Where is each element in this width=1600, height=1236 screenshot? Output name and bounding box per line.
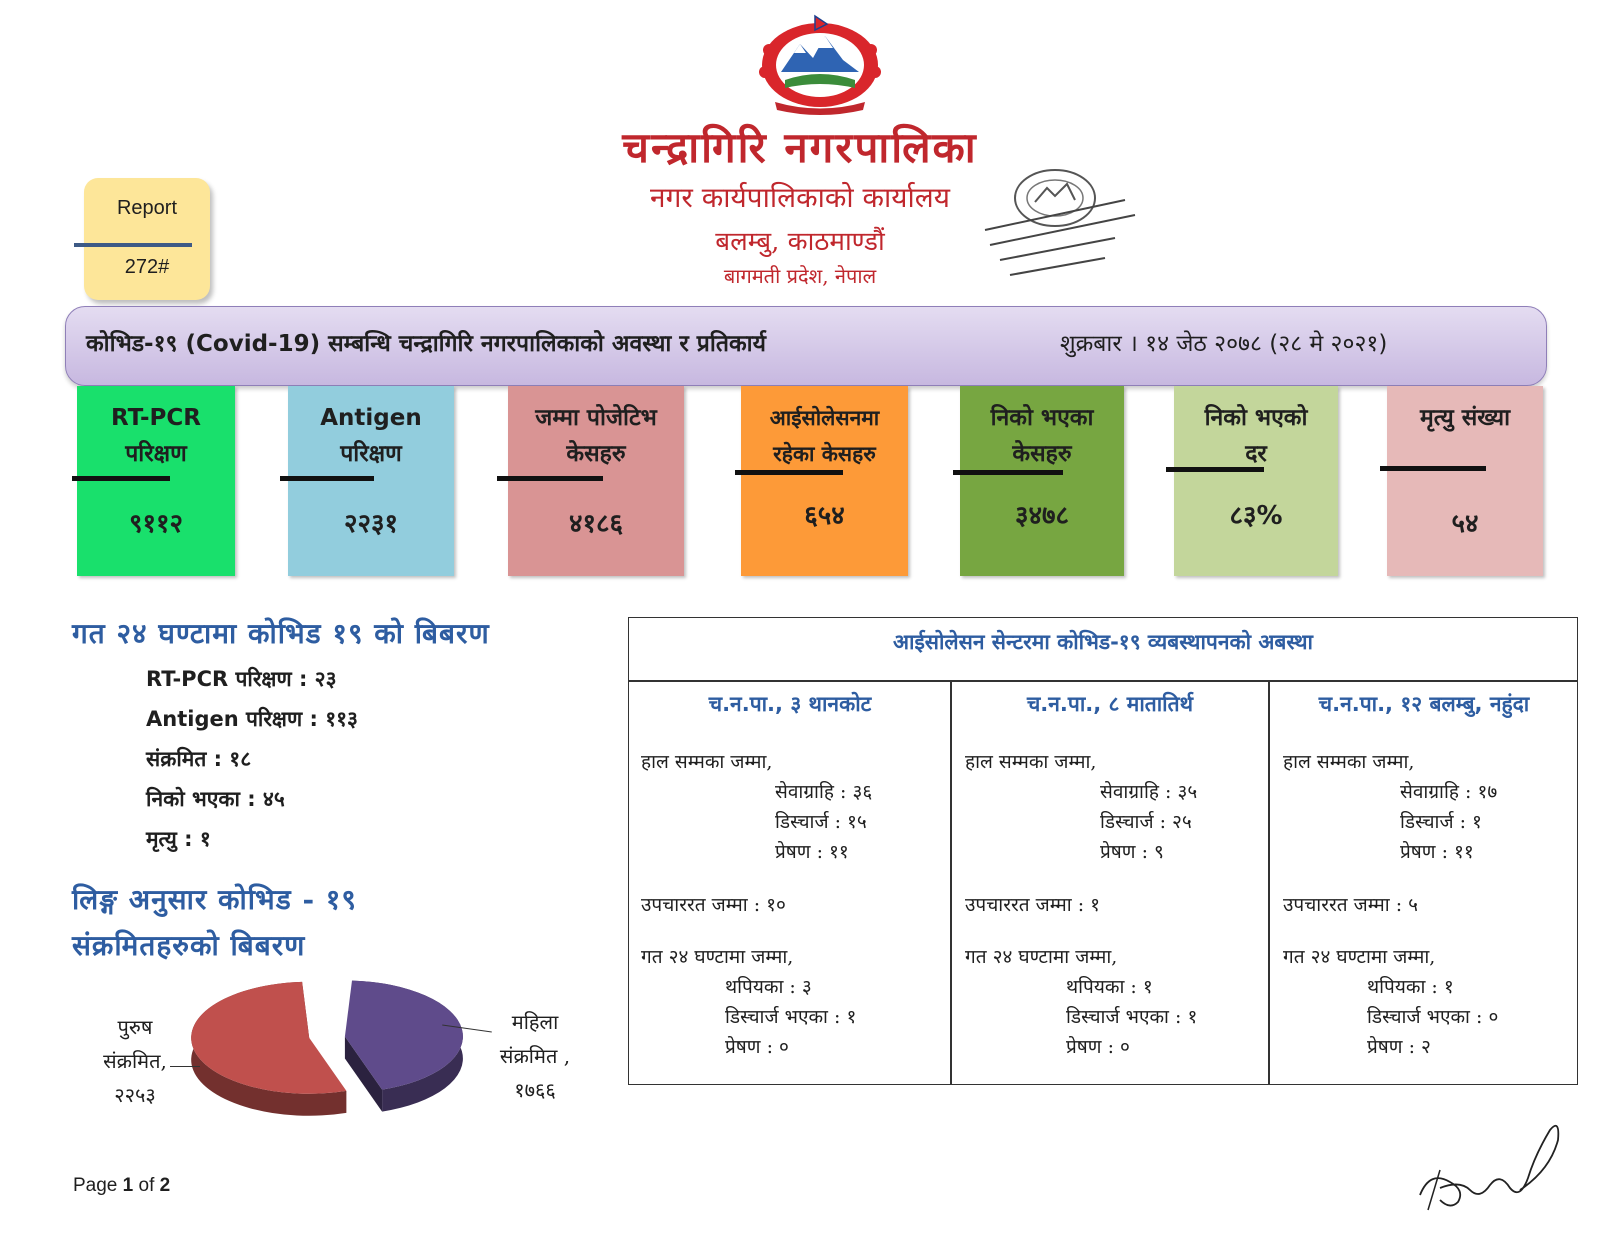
gender-pie-chart [180, 975, 470, 1135]
column-title: च.न.पा., ३ थानकोट [708, 692, 872, 716]
served-count: सेवाग्राहि : ३६ [775, 781, 873, 803]
card-antigen [288, 386, 454, 576]
referred-count: प्रेषण : ९ [1100, 841, 1164, 863]
last24-rtpcr: RT-PCR परिक्षण : २३ [146, 667, 337, 691]
card-label: जम्मा पोजेटिभ केसहरु [535, 405, 657, 467]
card-divider [1380, 466, 1486, 471]
card-rtpcr [77, 386, 235, 576]
card-value: ९११२ [128, 509, 184, 539]
added-count: थपियका : १ [1066, 976, 1153, 998]
banner-date: शुक्रबार । १४ जेठ २०७८ (२८ मे २०२१) [1060, 331, 1388, 357]
referred24-count: प्रेषण : ० [1066, 1036, 1130, 1058]
card-positive [508, 386, 684, 576]
card-value: ८३% [1229, 501, 1283, 531]
card-divider [497, 476, 603, 481]
report-label: Report [116, 197, 178, 219]
card-recovery-rate [1174, 386, 1338, 576]
isolation-title: आईसोलेसन सेन्टरमा कोभिड-१९ व्यबस्थापनको अबस्था [892, 630, 1313, 654]
card-label: निको भएका केसहरु [990, 405, 1094, 467]
in-treatment-count: उपचाररत जम्मा : ५ [1283, 894, 1419, 916]
page-prefix: Page [73, 1175, 123, 1196]
added-count: थपियका : १ [1367, 976, 1454, 998]
discharged24-count: डिस्चार्ज भएका : ० [1367, 1006, 1499, 1028]
banner-title: कोभिड-१९ (Covid-19) सम्बन्धि चन्द्रागिरि नगरपालिकाको अवस्था र प्रतिकार्य [86, 331, 766, 357]
card-value: २२३१ [343, 509, 399, 539]
card-label: आईसोलेसनमा रहेका केसहरु [769, 406, 880, 466]
gender-title-line2: संक्रमितहरुको बिबरण [72, 929, 306, 962]
added-count: थपियका : ३ [725, 976, 812, 998]
referred24-count: प्रेषण : ० [725, 1036, 789, 1058]
card-recovered [960, 386, 1124, 576]
last24-deaths: मृत्यु : १ [146, 827, 211, 851]
org-name: चन्द्रागिरि नगरपालिका [622, 123, 978, 172]
column-title: च.न.पा., १२ बलम्बु, नहुंदा [1318, 692, 1530, 716]
card-value: ३४७८ [1014, 501, 1070, 531]
card-label: Antigen परिक्षण [320, 405, 422, 467]
province: बागमती प्रदेश, नेपाल [723, 264, 877, 288]
female-label-line1: महिला [511, 1010, 559, 1034]
last24-antigen: Antigen परिक्षण : ११३ [146, 707, 358, 731]
card-label: मृत्यु संख्या [1419, 405, 1511, 431]
male-label-line1: पुरुष [117, 1015, 153, 1039]
discharged-count: डिस्चार्ज : १५ [775, 811, 867, 833]
total-heading: हाल सम्मका जम्मा, [641, 751, 773, 773]
referred24-count: प्रेषण : २ [1367, 1036, 1431, 1058]
discharged-count: डिस्चार्ज : २५ [1100, 811, 1192, 833]
last24-heading: गत २४ घण्टामा जम्मा, [641, 946, 794, 968]
served-count: सेवाग्राहि : ३५ [1100, 781, 1198, 803]
office-name: नगर कार्यपालिकाको कार्यालय [650, 181, 950, 214]
pie-label-male [80, 1010, 190, 1112]
referred-count: प्रेषण : ११ [1400, 841, 1474, 863]
referred-count: प्रेषण : ११ [775, 841, 849, 863]
table-divider [628, 680, 1578, 682]
card-value: ६५४ [804, 501, 845, 531]
total-heading: हाल सम्मका जम्मा, [965, 751, 1097, 773]
card-value: ५४ [1451, 509, 1479, 539]
page-of: of [133, 1175, 160, 1196]
pie-label-female [470, 1005, 600, 1107]
served-count: सेवाग्राहि : १७ [1400, 781, 1498, 803]
nepal-emblem-icon [745, 10, 895, 115]
male-leader-line [170, 1066, 200, 1067]
signature-icon [1410, 1110, 1570, 1220]
male-label-line2: संक्रमित, [103, 1049, 167, 1073]
report-divider [74, 243, 192, 247]
last24-infected: संक्रमित : १८ [146, 747, 252, 771]
card-label: निको भएको दर [1204, 405, 1308, 467]
discharged24-count: डिस्चार्ज भएका : १ [1066, 1006, 1198, 1028]
page-current: 1 [122, 1175, 134, 1196]
card-divider [735, 470, 843, 475]
discharged24-count: डिस्चार्ज भएका : १ [725, 1006, 857, 1028]
office-stamp-icon [975, 160, 1155, 285]
card-deaths [1387, 386, 1543, 576]
last24-heading: गत २४ घण्टामा जम्मा, [1283, 946, 1436, 968]
card-divider [72, 476, 170, 481]
card-divider [280, 476, 374, 481]
card-divider [953, 470, 1063, 475]
female-label-line2: संक्रमित , [499, 1044, 571, 1068]
page-number [73, 1175, 170, 1197]
card-divider [1166, 467, 1264, 472]
table-divider [950, 680, 952, 1085]
card-isolation [741, 386, 908, 576]
last24-recovered: निको भएका : ४५ [146, 787, 285, 811]
in-treatment-count: उपचाररत जम्मा : १० [641, 894, 786, 916]
discharged-count: डिस्चार्ज : १ [1400, 811, 1482, 833]
female-value: १७६६ [514, 1078, 556, 1102]
column-title: च.न.पा., ८ मातातिर्थ [1026, 692, 1194, 716]
gender-title [72, 877, 357, 969]
card-label: RT-PCR परिक्षण [111, 405, 201, 467]
total-heading: हाल सम्मका जम्मा, [1283, 751, 1415, 773]
last24-heading: गत २४ घण्टामा जम्मा, [965, 946, 1118, 968]
card-value: ४१८६ [568, 509, 624, 539]
gender-title-line1: लिङ्ग अनुसार कोभिड - १९ [72, 883, 357, 916]
address: बलम्बु, काठमाण्डौं [715, 227, 885, 257]
page-total: 2 [159, 1175, 171, 1196]
report-number: 272# [124, 256, 170, 278]
in-treatment-count: उपचाररत जम्मा : १ [965, 894, 1101, 916]
male-value: २२५३ [114, 1083, 156, 1107]
last24-title: गत २४ घण्टामा कोभिड १९ को बिबरण [72, 617, 490, 650]
table-divider [1268, 680, 1270, 1085]
